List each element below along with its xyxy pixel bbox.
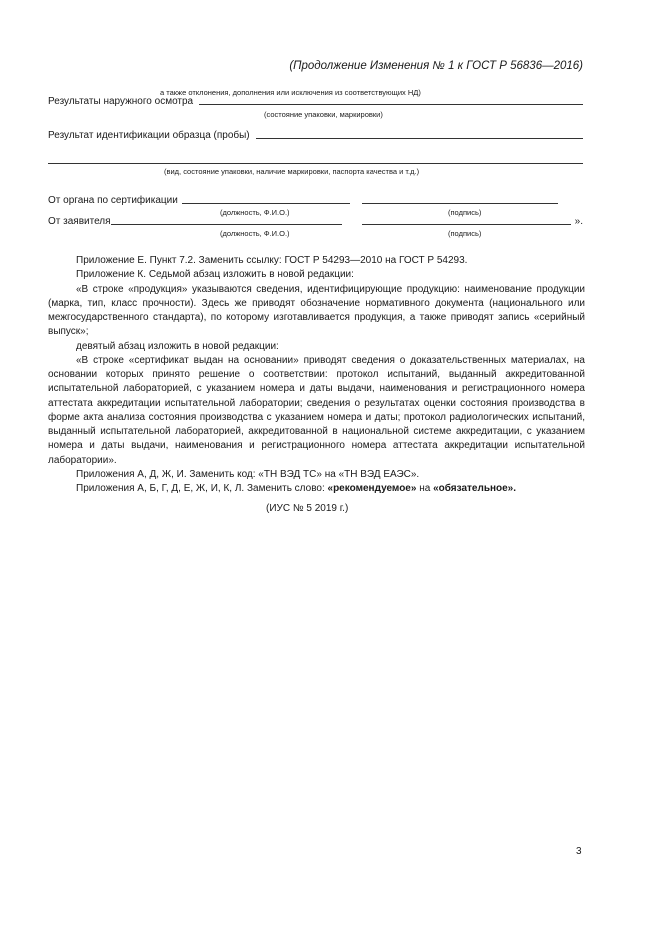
applicant-label: От заявителя: [48, 216, 111, 227]
applicant-signature-line: [362, 223, 570, 225]
paragraph-hs-code: Приложения А, Д, Ж, И. Заменить код: «ТН ВЭД ТС» на «ТН ВЭД ЕАЭС».: [76, 468, 420, 480]
paragraph-appendix-k: Приложение К. Седьмой абзац изложить в новой редакции:: [76, 269, 354, 281]
deviations-note: а также отклонения, дополнения или исключения из соответствующих НД): [160, 88, 421, 97]
amendment-body: [48, 254, 585, 496]
identification-row: [48, 130, 583, 141]
page-header: (Продолжение Изменения № 1 к ГОСТ Р 56836—2016): [289, 60, 583, 72]
identification-line: [256, 137, 583, 139]
identification-label: Результат идентификации образца (пробы): [48, 130, 250, 141]
certification-body-name-line: [182, 202, 350, 204]
replace-word-prefix: Приложения А, Б, Г, Д, Е, Ж, И, К, Л. Заменить слово:: [76, 483, 328, 494]
identification-caption: (вид, состояние упаковки, наличие маркировки, паспорта качества и т.д.): [164, 167, 420, 176]
word-mandatory: «обязательное»: [433, 483, 514, 494]
replace-word-mid: на: [416, 483, 434, 494]
paragraph-product-line: «В строке «продукция» указываются сведения, идентифицирующие продукцию: наименование продукции (марка, тип, класс прочности). Здесь же приводят обозначение нормативного документа (национального или межгосударственного стандарта), по которому изготавливается продукция, а также приводят запись «серийный выпуск»;: [48, 283, 585, 338]
paragraph-replace-word: [48, 482, 585, 496]
paragraph-appendix-e: Приложение Е. Пункт 7.2. Заменить ссылку: ГОСТ Р 54293—2010 на ГОСТ Р 54293.: [76, 255, 468, 266]
ius-note: (ИУС № 5 2019 г.): [266, 503, 349, 514]
page-number: 3: [576, 846, 582, 857]
certification-body-row: [48, 195, 583, 206]
certification-body-caption-right: (подпись): [448, 208, 482, 217]
certification-body-signature-line: [362, 202, 558, 204]
visual-inspection-line: [199, 103, 583, 105]
paragraph-ninth: девятый абзац изложить в новой редакции:: [76, 340, 279, 352]
applicant-end-mark: ».: [574, 216, 583, 227]
certification-body-caption-left: (должность, Ф.И.О.): [220, 208, 290, 217]
replace-word-end: .: [513, 483, 517, 494]
visual-inspection-label: Результаты наружного осмотра: [48, 96, 194, 107]
identification-line-2: [48, 162, 583, 164]
visual-inspection-row: [48, 96, 583, 107]
applicant-caption-right: (подпись): [448, 229, 482, 238]
visual-inspection-caption: (состояние упаковки, маркировки): [264, 110, 383, 119]
applicant-name-line: [111, 223, 343, 225]
word-recommended: «рекомендуемое»: [327, 483, 417, 494]
applicant-row: [48, 216, 583, 227]
paragraph-certificate-basis: «В строке «сертификат выдан на основании» приводят сведения о доказательственных материалах, на основании которых принято решение о соответствии: протокол испытаний, выданный аккредитованной испытательной лабораторией, с указанием номера и даты выдачи, наименования и регистрационного номера аттестата аккредитации испытательной лаборатории; сведения о результатах оценки состояния производства в форме акта анализа состояния производства с указанием номера и даты; протокол радиологических испытаний, выданный испытательной лабораторией, аккредитованной в национальной системе аккредитации, с указанием номера и даты выдачи, наименования и регистрационного номера аттестата аккредитации испытательной лаборатории».: [48, 354, 585, 466]
applicant-caption-left: (должность, Ф.И.О.): [220, 229, 290, 238]
certification-body-label: От органа по сертификации: [48, 195, 178, 206]
